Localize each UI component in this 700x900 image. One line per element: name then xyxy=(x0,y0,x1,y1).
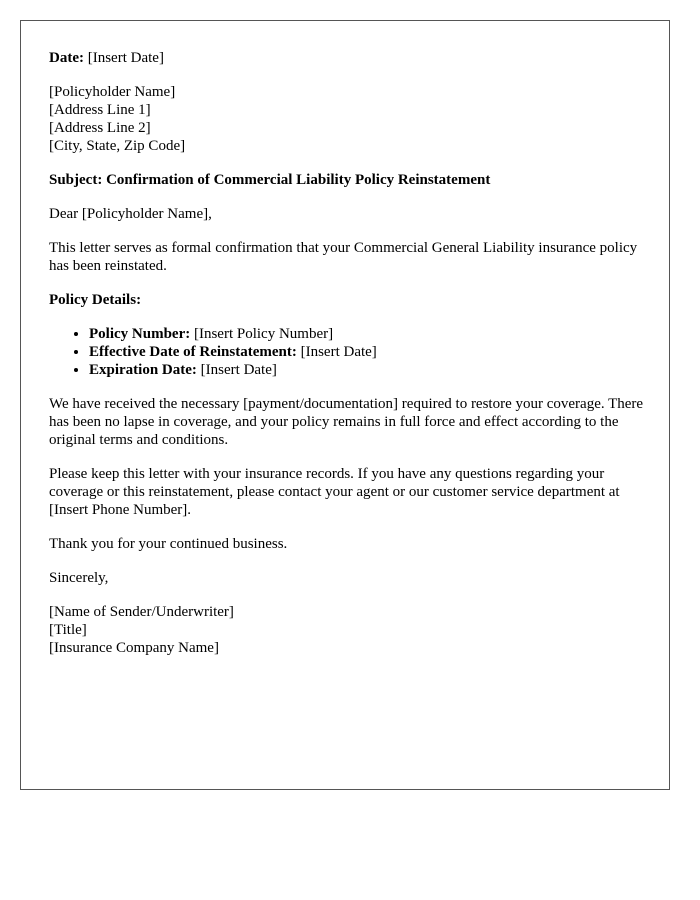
records-paragraph: Please keep this letter with your insurance records. If you have any questions regarding your coverage or this reinstatement, please contact your agent or our customer service department at [Insert Phone Number]. xyxy=(49,466,620,518)
list-item xyxy=(89,361,649,379)
date-line xyxy=(49,49,649,67)
coverage-paragraph: We have received the necessary [payment/documentation] required to restore your coverage. There has been no lapse in coverage, and your policy remains in full force and effect according to the original terms and conditions. xyxy=(49,396,644,448)
sender-name: [Name of Sender/Underwriter] xyxy=(49,604,234,620)
address-line-2: [Address Line 2] xyxy=(49,120,151,136)
company-name: [Insurance Company Name] xyxy=(49,640,219,656)
recipient-address xyxy=(49,83,649,155)
expiration-date-value: [Insert Date] xyxy=(200,362,277,378)
subject-line: Subject: Confirmation of Commercial Liability Policy Reinstatement xyxy=(49,172,491,188)
address-line-1: [Address Line 1] xyxy=(49,102,151,118)
effective-date-label: Effective Date of Reinstatement: xyxy=(89,344,297,360)
signature-block xyxy=(49,603,649,657)
policy-number-value: [Insert Policy Number] xyxy=(193,326,334,342)
thanks-line: Thank you for your continued business. xyxy=(49,536,288,552)
list-item xyxy=(89,325,649,343)
letter-document xyxy=(20,20,670,790)
intro-paragraph: This letter serves as formal confirmation that your Commercial General Liability insurance policy has been reinstated. xyxy=(49,240,638,274)
sender-title: [Title] xyxy=(49,622,87,638)
city-state-zip: [City, State, Zip Code] xyxy=(49,138,186,154)
policy-number-label: Policy Number: xyxy=(89,326,191,342)
policy-details-list xyxy=(49,325,649,379)
date-label: Date: xyxy=(49,50,84,66)
list-item xyxy=(89,343,649,361)
recipient-name: [Policyholder Name] xyxy=(49,84,176,100)
policy-details-heading: Policy Details: xyxy=(49,292,142,308)
salutation: Dear [Policyholder Name], xyxy=(49,206,212,222)
effective-date-value: [Insert Date] xyxy=(300,344,377,360)
date-value: [Insert Date] xyxy=(87,50,164,66)
closing-line: Sincerely, xyxy=(49,570,109,586)
expiration-date-label: Expiration Date: xyxy=(89,362,197,378)
